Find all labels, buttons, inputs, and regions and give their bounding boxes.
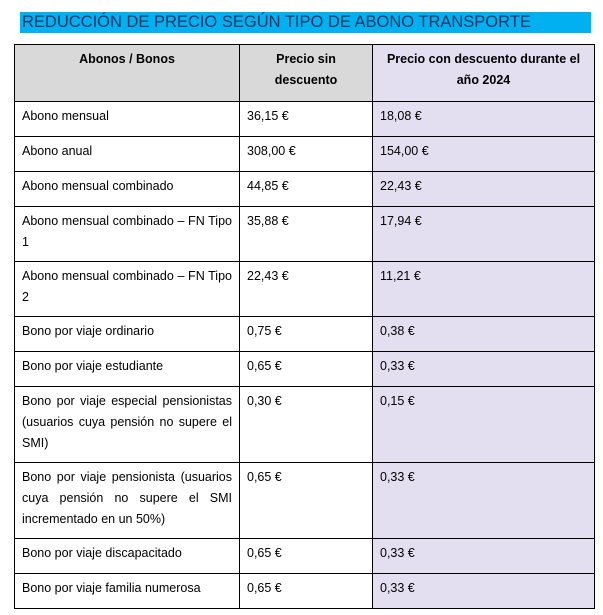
row-price: 0,65 €: [240, 463, 373, 539]
row-price: 44,85 €: [240, 172, 373, 207]
row-name: Abono mensual combinado: [15, 172, 240, 207]
row-name: Bono por viaje discapacitado: [15, 539, 240, 574]
row-price: 0,75 €: [240, 317, 373, 352]
table-header-row: [15, 45, 595, 102]
header-name: Abonos / Bonos: [15, 45, 240, 102]
row-discount-price: 17,94 €: [373, 207, 595, 262]
table-row: [15, 539, 595, 574]
table-row: [15, 207, 595, 262]
table-row: [15, 463, 595, 539]
row-price: 0,65 €: [240, 574, 373, 609]
table-row: [15, 137, 595, 172]
row-price: 308,00 €: [240, 137, 373, 172]
row-price: 35,88 €: [240, 207, 373, 262]
table-row: [15, 172, 595, 207]
header-discount-price: Precio con descuento durante el año 2024: [373, 45, 595, 102]
row-discount-price: 0,38 €: [373, 317, 595, 352]
header-price: Precio sin descuento: [240, 45, 373, 102]
row-discount-price: 0,33 €: [373, 463, 595, 539]
row-price: 22,43 €: [240, 262, 373, 317]
row-price: 0,65 €: [240, 352, 373, 387]
price-table: [14, 44, 595, 609]
row-discount-price: 11,21 €: [373, 262, 595, 317]
row-name: Bono por viaje ordinario: [15, 317, 240, 352]
table-row: [15, 352, 595, 387]
table-row: [15, 574, 595, 609]
row-price: 0,30 €: [240, 387, 373, 463]
table-row: [15, 387, 595, 463]
row-name: Abono mensual combinado – FN Tipo 1: [15, 207, 240, 262]
row-price: 0,65 €: [240, 539, 373, 574]
row-discount-price: 154,00 €: [373, 137, 595, 172]
row-name: Abono anual: [15, 137, 240, 172]
row-name: Bono por viaje familia numerosa: [15, 574, 240, 609]
document-title: REDUCCIÓN DE PRECIO SEGÚN TIPO DE ABONO TRANSPORTE: [20, 12, 591, 33]
table-row: [15, 317, 595, 352]
row-name: Bono por viaje especial pensionistas (usuarios cuya pensión no supere el SMI): [15, 387, 240, 463]
row-name: Abono mensual: [15, 102, 240, 137]
row-discount-price: 18,08 €: [373, 102, 595, 137]
table-row: [15, 262, 595, 317]
row-name: Abono mensual combinado – FN Tipo 2: [15, 262, 240, 317]
row-discount-price: 22,43 €: [373, 172, 595, 207]
row-price: 36,15 €: [240, 102, 373, 137]
row-name: Bono por viaje estudiante: [15, 352, 240, 387]
row-discount-price: 0,15 €: [373, 387, 595, 463]
row-name: Bono por viaje pensionista (usuarios cuya pensión no supere el SMI incrementado en un 50%): [15, 463, 240, 539]
row-discount-price: 0,33 €: [373, 539, 595, 574]
row-discount-price: 0,33 €: [373, 574, 595, 609]
row-discount-price: 0,33 €: [373, 352, 595, 387]
table-row: [15, 102, 595, 137]
